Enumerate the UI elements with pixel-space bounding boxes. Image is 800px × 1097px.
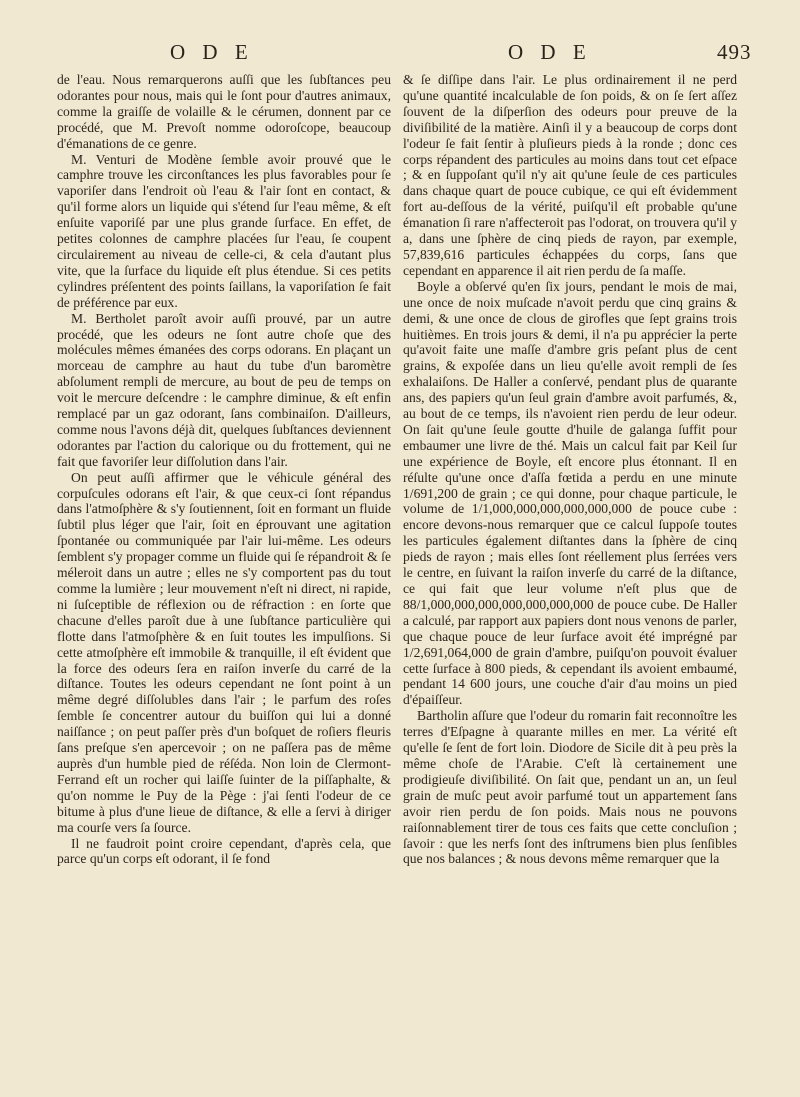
paragraph: M. Bertholet paroît avoir auſſi prouvé, par un autre procédé, que les odeurs ne ſont autre choſe que des molécules mêmes émanées des corps odorans. En plaçant un morceau de camphre au haut du tube d'un baromètre abſolument rempli de mercure, au bout de peu de temps on voit le mercure deſcendre : le camphre diminue, & eſt enfin remplacé par un gaz odorant, ſans combinaiſon. D'ailleurs, comme nous l'avons déjà dit, quelques ſubſtances deviennent odorantes par l'action du calorique ou du frottement, qui ne fait que favoriſer leur diſſolution dans l'air.	[57, 310, 391, 469]
paragraph: M. Venturi de Modène ſemble avoir prouvé que le camphre trouve les circonſtances les plus favorables pour ſe vaporiſer dans l'endroit où l'eau & l'air ſont en contact, & qu'il forme alors un liquide qui s'étend ſur l'eau même, & eſt enſuite vaporiſé par une plus grande ſurface. En effet, de petites colonnes de camphre placées ſur l'eau, ſe coupent circulairement au niveau de celle-ci, & cela d'autant plus vite, que la ſurface du liquide eſt plus étendue. Si ces petits cylindres préſentent des points ſaillans, la vaporiſation ſe fait de préférence par eux.	[57, 151, 391, 310]
paragraph: Il ne faudroit point croire cependant, d'après cela, que parce qu'un corps eſt odorant, il ſe fond	[57, 835, 391, 867]
paragraph: On peut auſſi affirmer que le véhicule général des corpuſcules odorans eſt l'air, & que ceux-ci ſont répandus dans l'atmoſphère & s'y ſoutiennent, ſoit en formant un fluide ſubtil plus léger que l'air, ſoit en éprouvant une agitation ſpontanée ou communiquée par l'air lui-même. Les odeurs ſemblent s'y propager comme un fluide qui ſe répandroit & ſe méleroit dans un autre ; elles ne s'y comportent pas du tout comme la lumière ; leur mouvement n'eſt ni direct, ni rapide, ni ſuſceptible de réflexion ou de réfraction : en ſorte que chacune d'elles paroît due à une ſubſtance particulière qui flotte dans l'atmoſphère & en ſuit toutes les impulſions. Si cette atmoſphère eſt immobile & tranquille, il eſt évident que la force des odeurs ſera en raiſon inverſe du carré de la diſtance. Toutes les odeurs cependant ne ſont point à un même degré diſſolubles dans l'air ; le parfum des roſes ſemble ſe concentrer autour du buiſſon qui lui a donné naiſſance ; on peut paſſer près d'un boſquet de roſiers fleuris ſans preſque s'en apercevoir ; on ne paſſera pas de même auprès d'un humble pied de réſéda. Non loin de Clermont-Ferrand eſt un rocher qui laiſſe ſuinter de la piſſaphalte, & qu'on nomme le Puy de la Pège : j'ai ſenti l'odeur de ce bitume à plus d'une lieue de diſtance, & elle a ſervi à diriger ma courſe vers ſa ſource.	[57, 469, 391, 835]
paragraph: de l'eau. Nous remarquerons auſſi que les ſubſtances peu odorantes pour nous, mais qui le ſont pour d'autres animaux, comme la graiſſe de volaille & le cérumen, donnent par ce procédé, que M. Prevoſt nomme odoroſcope, beaucoup d'émanations de ce genre.	[57, 72, 391, 151]
paragraph: & ſe diſſipe dans l'air. Le plus ordinairement il ne perd qu'une quantité incalculable de ſon poids, & on ſe ſert aſſez ſouvent de la diſperſion des odeurs pour preuve de la diviſibilité de la matière. Ainſi il y a beaucoup de corps dont l'odeur ſe fait ſentir à pluſieurs pieds à la ronde ; donc ces corps répandent des particules au moins dans tout cet eſpace ; & en ſuppoſant qu'il n'y ait qu'une ſeule de ces particules dans chaque quart de pouce cubique, ce qui eſt évidemment fort au-deſſous de la vérité, puiſqu'il eſt probable qu'une émanation ſi rare n'affecteroit pas l'odorat, on trouvera qu'il y a, dans une ſphère de cinq pieds de rayon, par exemple, 57,839,616 particules échappées du corps, ſans que cependant en apparence il ait rien perdu de ſa maſſe.	[403, 72, 737, 278]
right-column	[403, 72, 737, 867]
running-head-center: O D E	[508, 40, 592, 64]
page-number: 493	[717, 40, 752, 64]
paragraph: Bartholin aſſure que l'odeur du romarin fait reconnoître les terres d'Eſpagne à quarante milles en mer. La vérité eſt qu'elle ſe ſent de fort loin. Diodore de Sicile dit à peu près la même choſe de l'Arabie. C'eſt là certainement une prodigieuſe diviſibilité. On ſait que, pendant un an, un ſeul grain de muſc peut avoir parfumé tout un appartement ſans avoir rien perdu de ſon poids. Mais nous ne pouvons raiſonnablement tirer de tous ces faits que cette concluſion ; ſavoir : que les nerfs ſont des inſtrumens bien plus ſenſibles que nos balances ; & nous devons même remarquer que la	[403, 708, 737, 867]
running-head-left: O D E	[170, 40, 254, 64]
paragraph: Boyle a obſervé qu'en ſix jours, pendant le mois de mai, une once de noix muſcade n'avoit perdu que cinq grains & demi, & une once de clous de girofles que ſept grains trois huitièmes. En trois jours & demi, il n'a pu apprécier la perte qu'avoit faite une maſſe d'ambre gris peſant plus de cent grains, & expoſée dans un lieu qu'elle avoit rempli de ſes exhalaiſons. De Haller a conſervé, pendant plus de quarante ans, des papiers qu'un ſeul grain d'ambre avoit parfumés, &, au bout de ce temps, ils n'avoient rien perdu de leur odeur. On ſait qu'une ſeule goutte d'huile de galanga ſuffit pour embaumer une livre de thé. Mais un calcul fait par Keil ſur une expérience de Boyle, eſt encore plus étonnant. Il en réſulte qu'une once d'aſſa fœtida a perdu en une minute 1/691,200 de grain ; ce qui donne, pour chaque particule, le volume de 1/1,000,000,000,000,000,000 de pouce cube : encore devons-nous remarquer que ce calcul ſuppoſe toutes les particules également diſtantes dans la ſphère de cinq pieds de rayon ; mais elles ſont réellement plus ſerrées vers le centre, en ſuivant la raiſon inverſe du carré de la diſtance, ce qui fait que leur volume n'eſt plus que de 88/1,000,000,000,000,000,000,000 de pouce cube. De Haller a calculé, par rapport aux papiers dont nous venons de parler, que chaque pouce de leur ſurface avoit été imprégné par 1/2,691,064,000 de grain d'ambre, puiſqu'on pouvoit évaluer cette ſurface à 800 pieds, & cependant ils avoient embaumé, pendant 14 600 jours, une couche d'air d'au moins un pied d'épaiſſeur.	[403, 278, 737, 708]
left-column	[57, 72, 391, 867]
